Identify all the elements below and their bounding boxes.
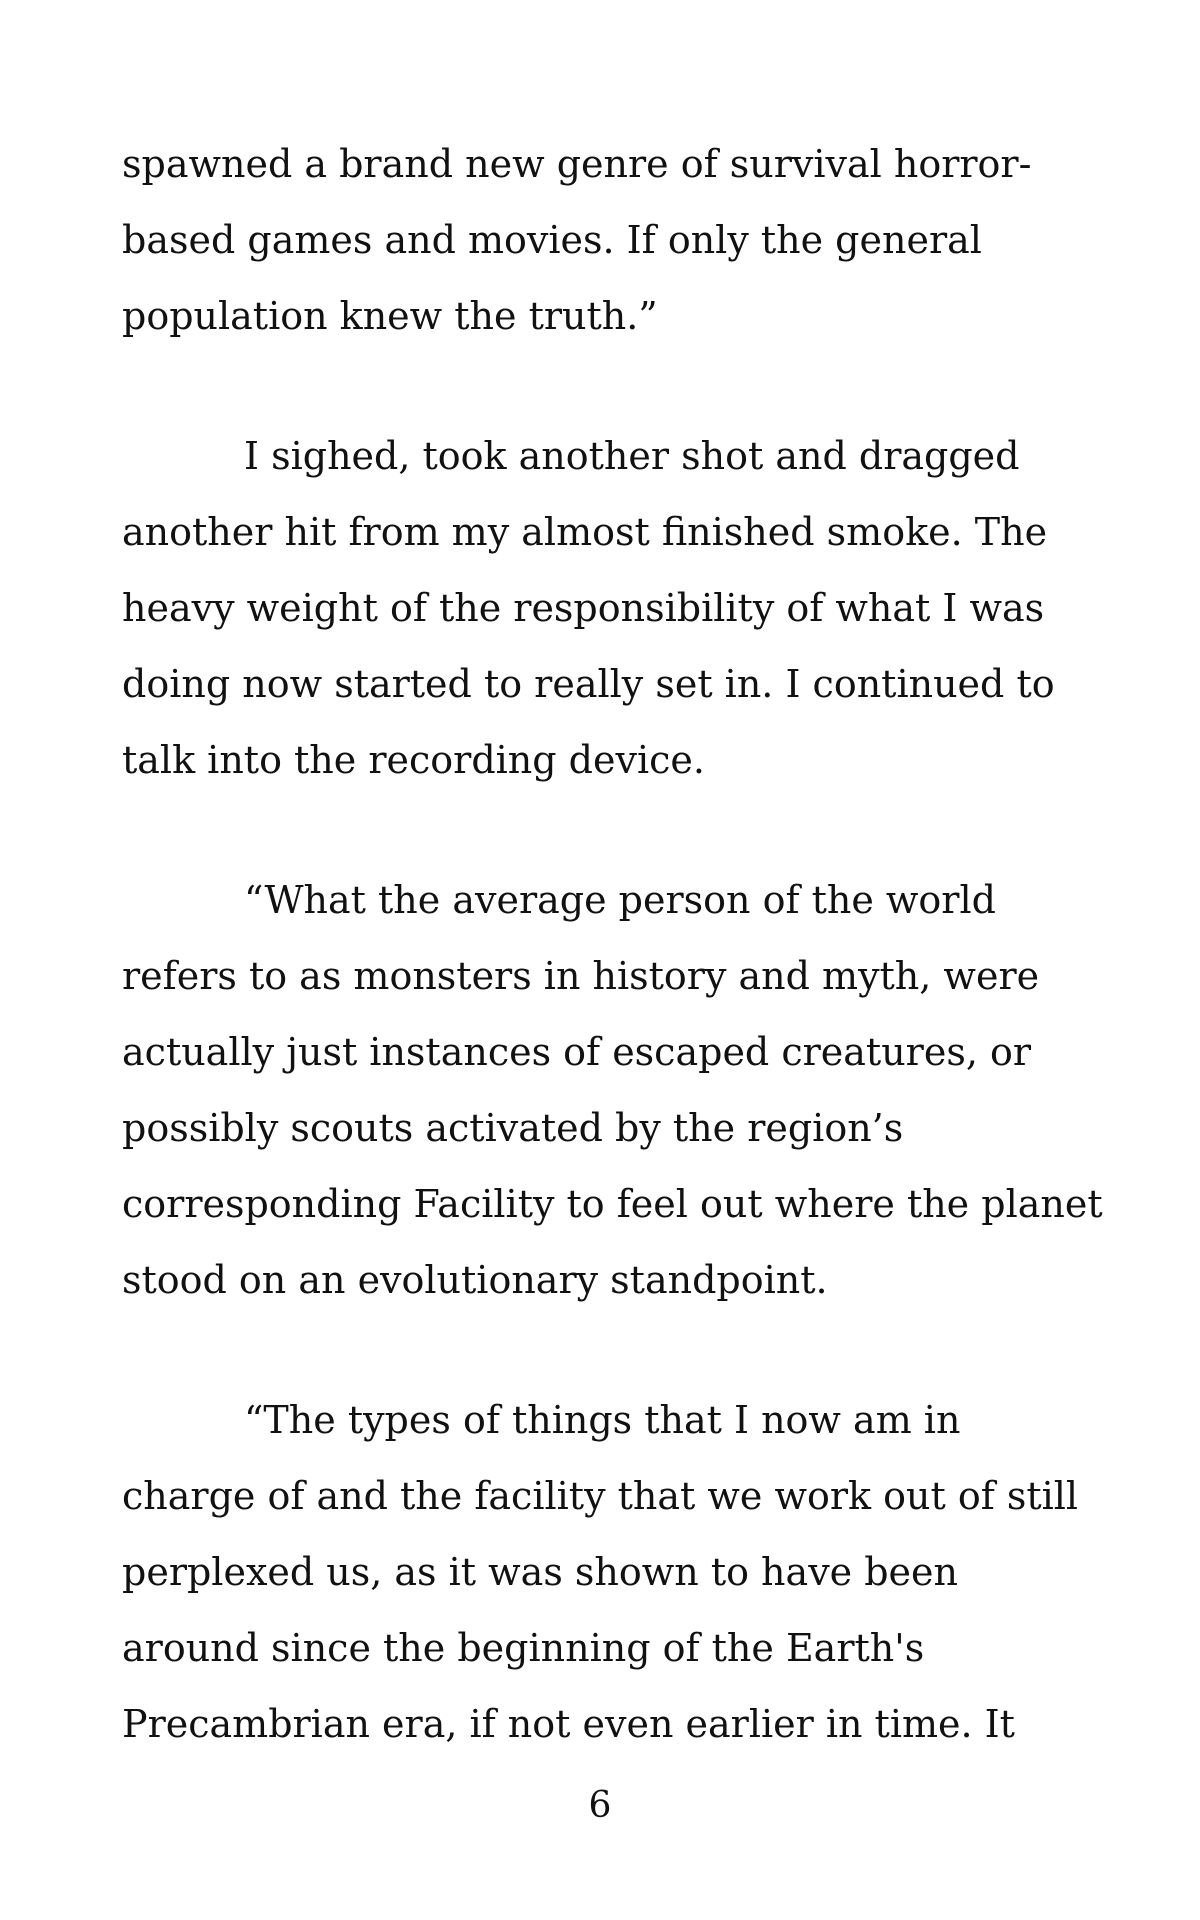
page-number: 6 [588,1785,612,1826]
paragraph [122,1382,1122,1762]
paragraph [122,862,1122,1318]
paragraph [122,418,1122,798]
body-text [122,126,1122,1762]
text-line: stood on an evolutionary standpoint. [122,1258,828,1302]
text-line: Precambrian era, if not even earlier in time. It [122,1702,1015,1746]
text-line: heavy weight of the responsibility of what I was [122,586,1045,630]
text-line: refers to as monsters in history and myth, were [122,954,1040,998]
text-line: doing now started to really set in. I continued to [122,662,1055,706]
text-line: actually just instances of escaped creatures, or [122,1030,1032,1074]
paragraph-gap [122,1318,1122,1382]
text-line: spawned a brand new genre of survival horror- [122,142,1032,186]
text-line: I sighed, took another shot and dragged [244,434,1020,478]
text-line: charge of and the facility that we work out of still [122,1474,1079,1518]
text-line: “What the average person of the world [244,878,996,922]
text-line: another hit from my almost finished smoke. The [122,510,1048,554]
paragraph [122,126,1122,354]
text-line: talk into the recording device. [122,738,705,782]
text-line: perplexed us, as it was shown to have been [122,1550,958,1594]
text-line: population knew the truth.” [122,294,658,338]
text-line: based games and movies. If only the general [122,218,982,262]
text-line: “The types of things that I now am in [244,1398,961,1442]
text-line: around since the beginning of the Earth's [122,1626,925,1670]
paragraph-gap [122,798,1122,862]
text-line: possibly scouts activated by the region’s [122,1106,904,1150]
text-line: corresponding Facility to feel out where the planet [122,1182,1103,1226]
paragraph-gap [122,354,1122,418]
